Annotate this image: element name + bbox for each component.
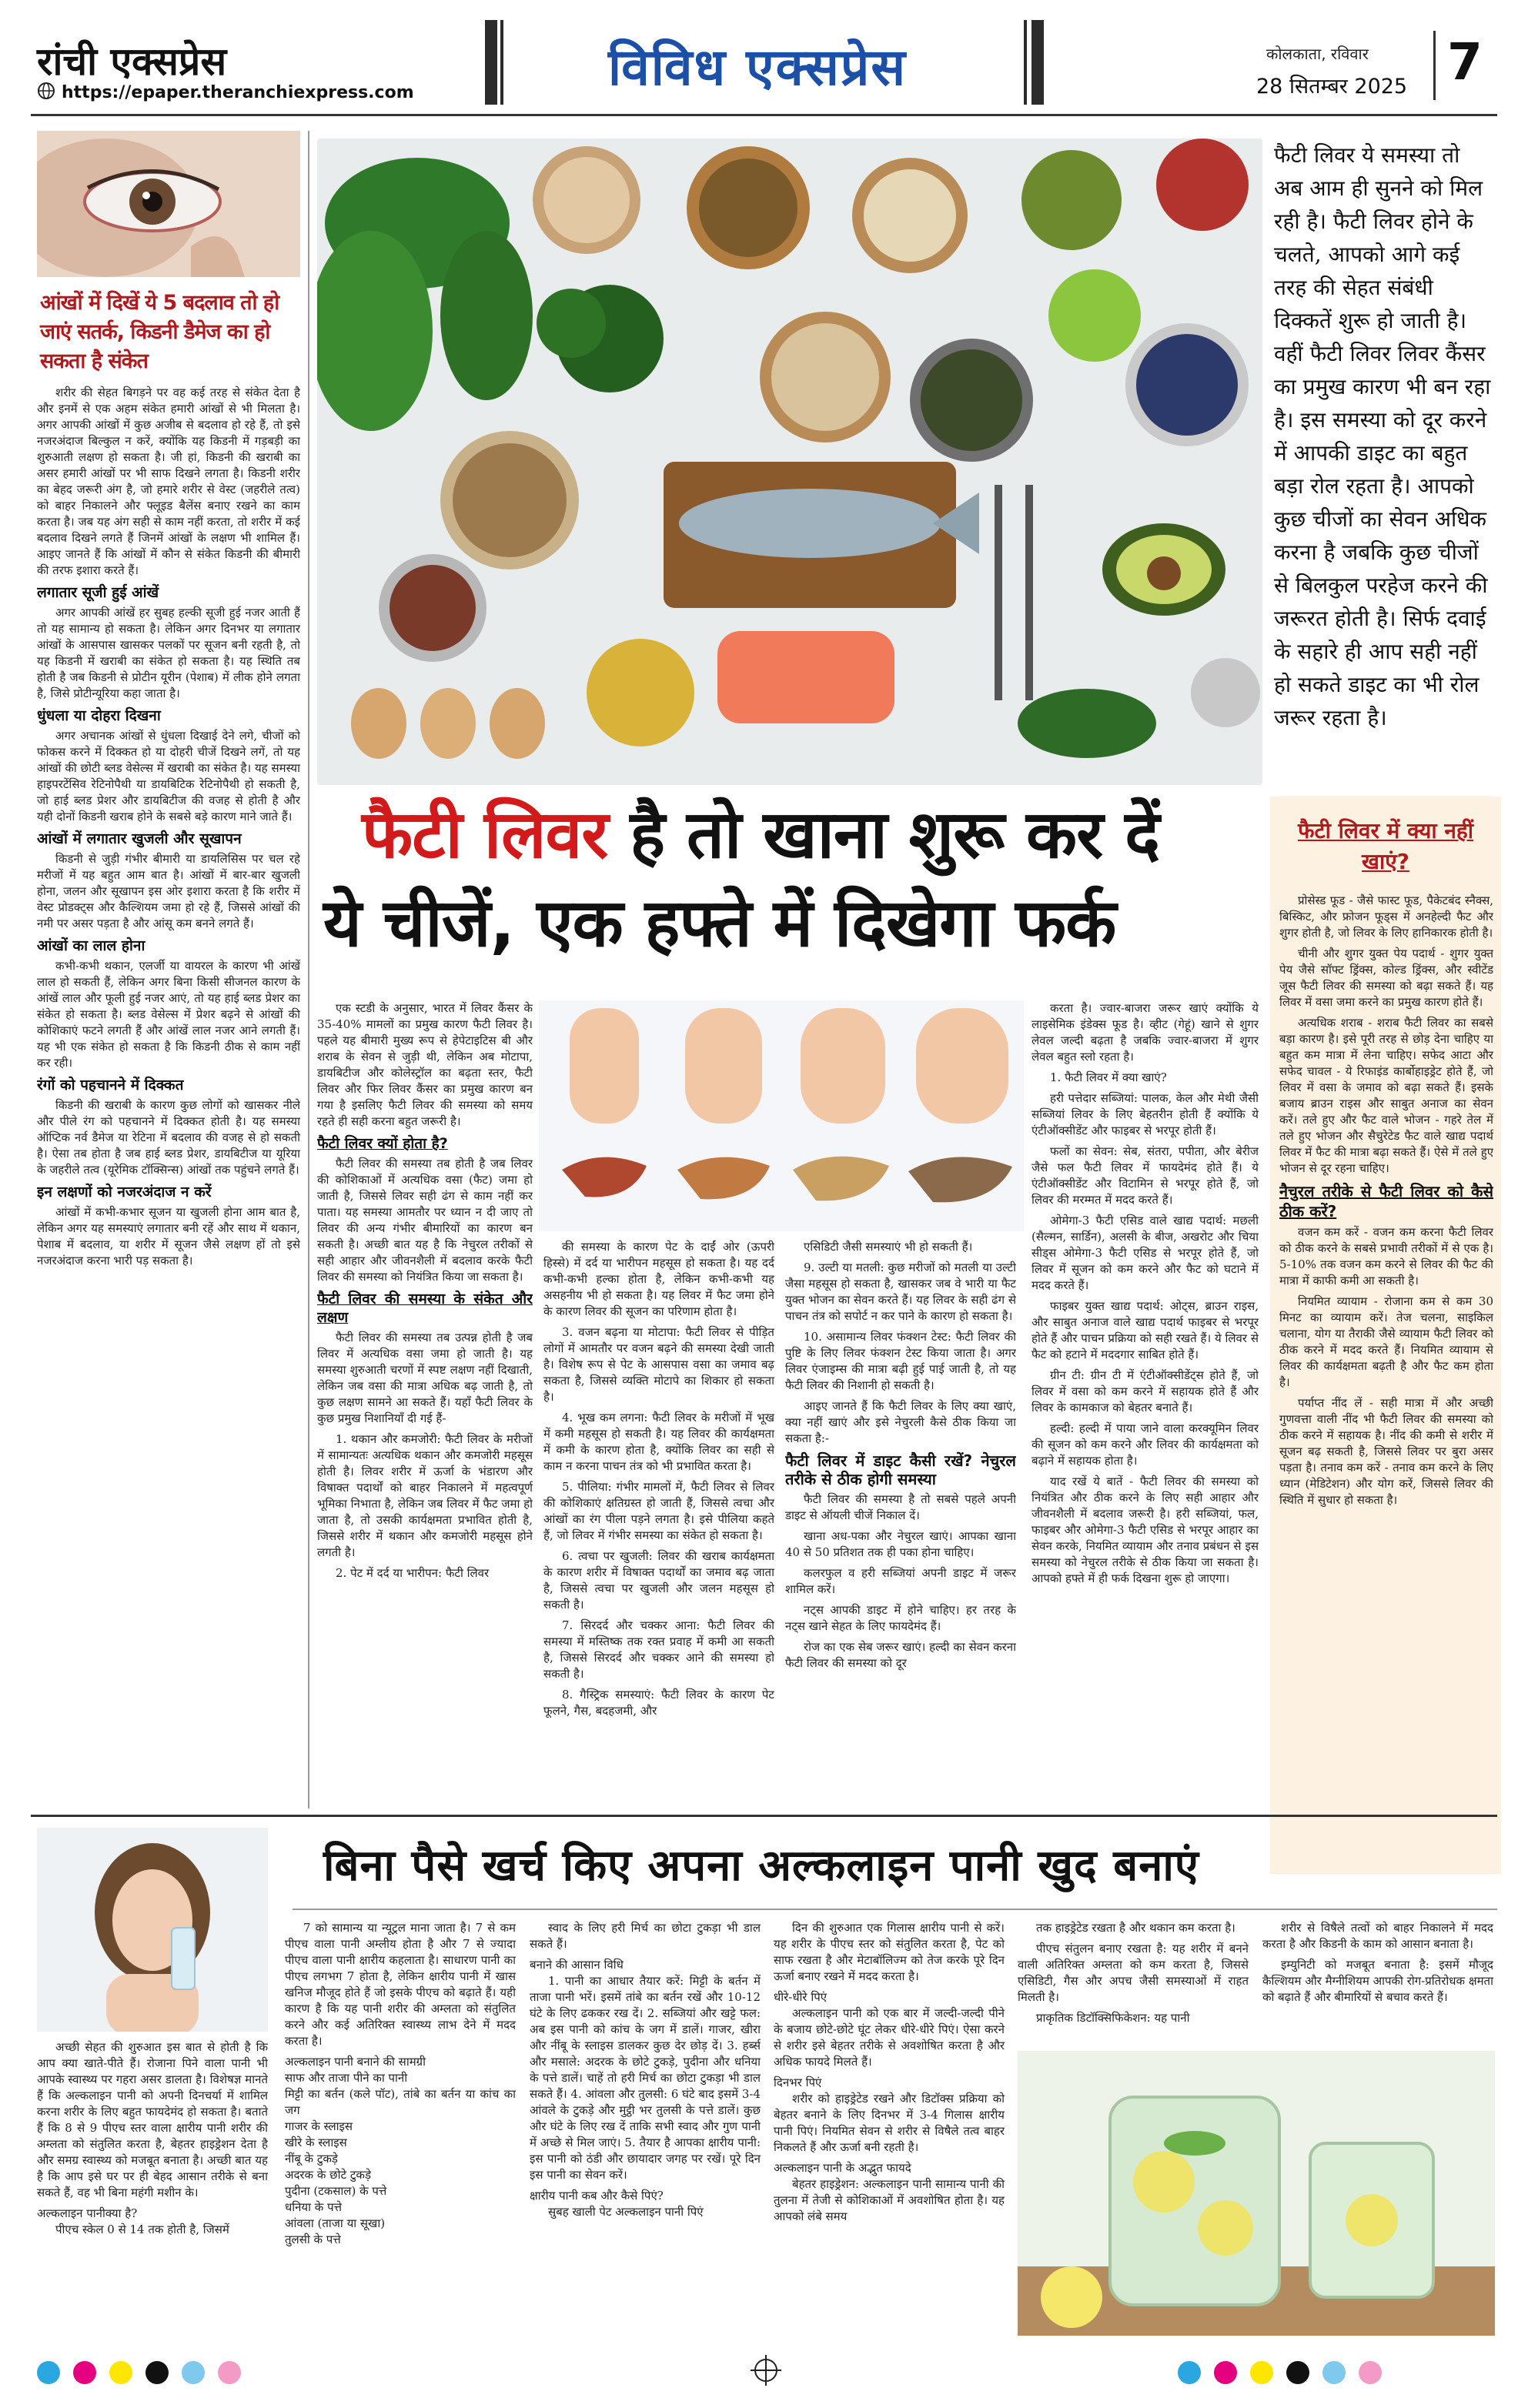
- healthy-food-photo: [317, 139, 1262, 785]
- main-col-2: [543, 1239, 774, 1805]
- main-c1-h2: फैटी लिवर की समस्या के संकेत और लक्षण: [317, 1291, 533, 1326]
- main-c2-p6: 7. सिरदर्द और चक्कर आना: फैटी लिवर की समस्या में मस्तिष्क तक रक्त प्रवाह में कमी आ सकती है, जिससे सिरदर्द और चक्कर आने की समस्या हो सकती है।: [543, 1618, 774, 1681]
- registration-mark-icon: [751, 2355, 781, 2386]
- main-c2-p3: 4. भूख कम लगना: फैटी लिवर के मरीजों में भूख में कमी महसूस हो सकती है। यह लिवर की कार्यक्षमता में कमी के कारण होता है, क्योंकि लिवर का सही से काम न करना पाचन तंत्र को भी प्रभावित करता है।: [543, 1411, 774, 1473]
- main-c2-p7: 8. गैस्ट्रिक समस्याएं: फैटी लिवर के कारण पेट फूलने, गैस, बदहजमी, और: [543, 1688, 774, 1718]
- main-c3-h1: फैटी लिवर में डाइट कैसी रखें? नेचुरल तरीके से ठीक होगी समस्या: [785, 1451, 1016, 1488]
- left-s5-title: रंगों को पहचानने में दिक्कत: [37, 1077, 184, 1094]
- ingredient-item: गाजर के स्लाइस: [285, 2119, 353, 2133]
- ingredient-item: धनिया के पत्ते: [285, 2200, 342, 2214]
- bottom-col-3: [774, 1920, 1005, 2336]
- globe-icon: [37, 82, 55, 100]
- sidebar-p3: अत्यधिक शराब - शराब फैटी लिवर का सबसे बड़ा कारण है। इसे पूरी तरह से छोड़ देना चाहिए या बहुत कम मात्रा में लेना चाहिए। सफेद आटा और सफेद चावल - ये रिफाइंड कार्बोहाइड्रेट होते हैं, जो लिवर में वसा के जमाव को बढ़ा सकते हैं। इसके बजाय ब्राउन राइस और साबुत अनाज का सेवन करें। तले हुए और फैट वाले भोजन - गहरे तेल में तले हुए भोजन और सैचुरेटेड फैट वाले खाद्य पदार्थ लिवर में फैट की मात्रा बढ़ा सकते हैं। ऐसे में तले हुए भोजन से दूर रहना चाहिए।: [1279, 1016, 1493, 1175]
- bottom-c4-text: तक हाइड्रेटेड रखता है और थकान कम करता है।: [1036, 1921, 1235, 1935]
- masthead-rule: [31, 114, 1497, 116]
- color-dot: [1250, 2361, 1273, 2384]
- ingredient-item: तुलसी के पत्ते: [285, 2233, 341, 2246]
- bottom-col-5: [1262, 1920, 1493, 2043]
- main-c2-p2: 3. वजन बढ़ना या मोटापा: फैटी लिवर से पीड़ित लोगों में आमतौर पर वजन बढ़ने की समस्या देखी जाती है। विशेष रूप से पेट के आसपास वसा का जमाव बढ़ सकता है, जिससे व्यक्ति मोटापे का शिकार हो सकता है।: [543, 1325, 774, 1404]
- ingredient-item: पुदीना (टकसाल) के पत्ते: [285, 2184, 387, 2198]
- main-c1-p5: 2. पेट में दर्द या भारीपन: फैटी लिवर: [336, 1566, 490, 1580]
- bottom-col-1: [285, 1920, 516, 2336]
- left-article-body: [37, 385, 300, 1805]
- bottom-c4-p3: प्राकृतिक डिटॉक्सिफिकेशन: यह पानी: [1036, 2011, 1190, 2025]
- main-col-3: [785, 1239, 1016, 1805]
- bottom-c2-text: स्वाद के लिए हरी मिर्च का छोटा टुकड़ा भी डाल सकते हैं।: [530, 1921, 761, 1951]
- section-title: विविध एक्सप्रेस: [608, 38, 908, 97]
- sidebar-h2: नैचुरल तरीके से फैटी लिवर को कैसे ठीक करें?: [1279, 1182, 1493, 1221]
- left-s1-text: अगर आपकी आंखें हर सुबह हल्की सूजी हुई नजर आती हैं तो यह सामान्य हो सकता है। लेकिन अगर दिनभर या लगातार आंखों के आसपास खासकर पलकों पर सूजन बनी रहती है, तो यह किडनी में खराबी का संकेत हो सकता है। यह स्थिति तब होती है जब किडनी से प्रोटीन यूरीन (पेशाब) में लीक होने लगता है, जिसे प्रोटीन्यूरिया कहा जाता है।: [37, 606, 300, 700]
- left-column-divider: [308, 131, 309, 1809]
- left-s5-text: किडनी की खराबी के कारण कुछ लोगों को खासकर नीले और पीले रंग को पहचानने में दिक्कत होती है। यह समस्या ऑप्टिक नर्व डैमेज या रेटिना में बदलाव की वजह से हो सकती है। ऐसा तब होता है जब हाई ब्लड प्रेशर, डायबिटीज या यूरिया के जहरीले तत्व (यूरेमिक टॉक्सिन्स) आंखों तक पहुंचने लगते हैं।: [37, 1098, 300, 1177]
- main-c3-p3: 10. असामान्य लिवर फंक्शन टेस्ट: फैटी लिवर की पुष्टि के लिए लिवर फंक्शन टेस्ट किया जाता है। अगर लिवर एंजाइम्स की मात्रा बढ़ी हुई पाई जाती है, तो यह फैटी लिवर की निशानी हो सकती है।: [785, 1330, 1016, 1392]
- section-bracket-left-line: [500, 20, 503, 105]
- main-headline-line2: ये चीजें, एक हफ्ते में दिखेगा फर्क: [323, 885, 1116, 962]
- main-c3-p2: 9. उल्टी या मतली: कुछ मरीजों को मतली या उल्टी जैसा महसूस हो सकता है, खासकर जब वे भारी या फैट युक्त भोजन का सेवन करते हैं। यह लिवर के सही ढंग से पाचन तंत्र को सपोर्ट न कर पाने के कारण हो सकता है।: [785, 1261, 1016, 1323]
- main-c2-p1: की समस्या के कारण पेट के दाईं ओर (ऊपरी हिस्से) में दर्द या भारीपन महसूस हो सकता है। यह दर्द कभी-कभी हल्का होता है, लेकिन कभी-कभी यह असहनीय भी हो सकता है। यह लिवर में फैट जमा होने के कारण लिवर की सूजन का परिणाम होता है।: [543, 1240, 774, 1318]
- color-dot: [109, 2361, 132, 2384]
- main-c4-p7: ग्रीन टी: ग्रीन टी में एंटीऑक्सीडेंट्स होते हैं, जो लिवर में वसा को कम करने में सहायक होते हैं और लिवर के कामकाज को बेहतर बनाते हैं।: [1031, 1368, 1259, 1414]
- bottom-headline: बिना पैसे खर्च किए अपना अल्कलाइन पानी खुद बनाएं: [323, 1841, 1199, 1891]
- main-headline-red: फैटी लिवर: [362, 797, 608, 873]
- main-c3-p4: आइए जानते हैं कि फैटी लिवर के लिए क्या खाएं, क्या नहीं खाएं और इसे नेचुरली कैसे ठीक किया जा सकता है:-: [785, 1399, 1016, 1445]
- bottom-c3-h2: दिनभर पिएं: [774, 2076, 822, 2089]
- bottom-c3-p2: अल्कलाइन पानी को एक बार में जल्दी-जल्दी पीने के बजाय छोटे-छोटे घूंट लेकर धीरे-धीरे पिएं। ऐसा करने से शरीर इसे बेहतर तरीके से अवशोषित करता है और अधिक फायदे मिलते हैं।: [774, 2006, 1005, 2069]
- bottom-c3-text: दिन की शुरुआत एक गिलास क्षारीय पानी से करें। यह शरीर के पीएच स्तर को संतुलित करता है, पेट को साफ रखता है और मेटाबॉलिज्म को तेज करके पूरे दिन ऊर्जा बनाए रखने में मदद करता है।: [774, 1921, 1005, 1983]
- main-c3-p9: रोज का एक सेब जरूर खाएं। हल्दी का सेवन करना फैटी लिवर की समस्या को दूर: [785, 1640, 1016, 1670]
- main-c4-p3: हरी पत्तेदार सब्जियां: पालक, केल और मेथी जैसी सब्जियां लिवर के लिए बेहतरीन होती हैं क्योंकि ये एंटीऑक्सीडेंट और फाइबर से भरपूर होती हैं।: [1031, 1091, 1259, 1137]
- color-dot: [1214, 2361, 1237, 2384]
- color-dot: [73, 2361, 96, 2384]
- ingredient-item: आंवला (ताजा या सूखा): [285, 2216, 386, 2230]
- bottom-c3-h1: धीरे-धीरे पिएं: [774, 1990, 828, 2004]
- sidebar-p1: प्रोसेस्ड फूड - जैसे फास्ट फूड, पैकेटबंद स्नैक्स, बिस्किट, और फ्रोजन फूड्स में अनहेल्दी फैट और शुगर होती है, जो लिवर के लिए हानिकारक होती है।: [1279, 893, 1493, 940]
- eye-photo: [37, 131, 300, 277]
- left-s2-text: अगर अचानक आंखों से धुंधला दिखाई देने लगे, चीजों को फोकस करने में दिक्कत हो या दोहरी चीजें दिखने लगें, तो यह आंखों की छोटी ब्लड वेसेल्स में खराबी का संकेत है। यह समस्या हाइपरटेंसिव रेटिनोपैथी या डायबिटिक रेटिनोपैथी हो सकती है, जो हाई ब्लड प्रेशर और डायबिटीज की वजह से होती है और यही दोनों किडनी खराब होने के सबसे बड़े कारण माने जाते हैं।: [37, 729, 300, 823]
- main-col-1: [317, 1000, 533, 1805]
- section-bracket-right: [1031, 20, 1044, 105]
- bottom-c5-text: शरीर से विषैले तत्वों को बाहर निकालने में मदद करता है और किडनी के काम को आसान बनाता है।: [1262, 1921, 1493, 1951]
- main-c1-p4: 1. थकान और कमजोरी: फैटी लिवर के मरीजों में सामान्यतः अत्यधिक थकान और कमजोरी महसूस होती है। लिवर शरीर में ऊर्जा के भंडारण और विषाक्त पदार्थों को बाहर निकालने में महत्वपूर्ण भूमिका निभाता है, लेकिन जब लिवर में फैट जमा हो जाता है, तो उसकी कार्यक्षमता प्रभावित होती है, जिससे शरीर में थकान और कमजोरी महसूस होने लगती है।: [317, 1432, 533, 1559]
- main-headline-rest: है तो खाना शुरू कर दें: [630, 797, 1159, 873]
- section-bracket-left: [485, 20, 497, 105]
- main-c3-p8: नट्स आपकी डाइट में होने चाहिए। हर तरह के नट्स खाने सेहत के लिए फायदेमंद हैं।: [785, 1603, 1016, 1633]
- main-c4-p4: फलों का सेवन: सेब, संतरा, पपीता, और बेरीज जैसे फल फैटी लिवर में फायदेमंद होते हैं। ये एंटीऑक्सीडेंट और विटामिन से भरपूर होते हैं, जो लिवर की मरम्मत में मदद करते हैं।: [1031, 1144, 1259, 1207]
- bottom-c4-p2: पीएच संतुलन बनाए रखता है: यह शरीर में बनने वाली अतिरिक्त अम्लता को कम करता है, जिससे एसिडिटी, गैस और अपच जैसी समस्याओं में राहत मिलती है।: [1018, 1942, 1249, 2004]
- left-s3-title: आंखों में लगातार खुजली और सूखापन: [37, 830, 242, 847]
- ingredient-item: खीरे के स्लाइस: [285, 2136, 347, 2149]
- main-c1-p3: फैटी लिवर की समस्या तब उत्पन्न होती है जब लिवर में अत्यधिक वसा जमा हो जाती है। यह समस्या शुरुआती चरणों में स्पष्ट लक्षण नहीं दिखाती, लेकिन जब वसा की मात्रा अधिक बढ़ जाती है, तो कुछ लक्षण सामने आ सकते हैं। यहाँ फैटी लिवर के कुछ प्रमुख निशानियाँ दी गई हैं-: [317, 1331, 533, 1425]
- sidebar-title: फैटी लिवर में क्या नहीं खाएं?: [1297, 818, 1474, 874]
- liver-stages-illustration: [539, 1000, 1024, 1231]
- bottom-c0-question: अल्कलाइन पानीक्या है?: [37, 2206, 138, 2220]
- brand-name[interactable]: रांची एक्सप्रेस: [37, 39, 227, 84]
- main-c4-p9: याद रखें ये बातें - फैटी लिवर की समस्या को नियंत्रित और ठीक करने के लिए सही आहार और जीवनशैली में बदलाव जरूरी है। हरी सब्जियां, फल, फाइबर और ओमेगा-3 फैटी एसिड से भरपूर आहार का सेवन करके, नियमित व्यायाम और तनाव प्रबंधन से इस समस्या को नेचुरल तरीके से ठीक किया जा सकता है। आपको हफ्ते में ही फर्क दिखना शुरू हो जाएगा।: [1031, 1475, 1259, 1585]
- main-c4-p8: हल्दी: हल्दी में पाया जाने वाला करक्यूमिन लिवर की सूजन को कम करने और लिवर की कार्यक्षमता को बढ़ाने में सहायक होता है।: [1031, 1421, 1259, 1468]
- sidebar-p5: नियमित व्यायाम - रोजाना कम से कम 30 मिनट का व्यायाम करें। तेज चलना, साइकिल चलाना, योग या तैराकी जैसे व्यायाम फैटी लिवर को ठीक करने में मदद करते हैं। नियमित व्यायाम से लिवर की कार्यक्षमता बढ़ती है और फैट कम होता है।: [1279, 1294, 1493, 1389]
- main-c3-p1: एसिडिटी जैसी समस्याएं भी हो सकती हैं।: [804, 1240, 973, 1254]
- main-c2-p5: 6. त्वचा पर खुजली: लिवर की खराब कार्यक्षमता के कारण शरीर में विषाक्त पदार्थों का जमाव बढ़ जाता है, जिससे त्वचा पर खुजली और जलन महसूस हो सकती है।: [543, 1549, 774, 1611]
- color-dot: [1178, 2361, 1201, 2384]
- left-s6-title: इन लक्षणों को नजरअंदाज न करें: [37, 1184, 212, 1201]
- sidebar-p4: वजन कम करें - वजन कम करना फैटी लिवर को ठीक करने के सबसे प्रभावी तरीकों में से एक है। 5-10% तक वजन कम करने से लिवर की फैट की मात्रा में काफी कमी आ सकती है।: [1279, 1225, 1493, 1287]
- color-dot: [145, 2361, 169, 2384]
- bottom-c2-steps: 1. पानी का आधार तैयार करें: मिट्टी के बर्तन में ताजा पानी भरें। इसमें तांबे का बर्तन रखें और 10-12 घंटे के लिए ढककर रख दें। 2. सब्जियां और खट्टे फल: अब इस पानी को कांच के जग में डालें। गाजर, खीरा और नींबू के स्लाइस डालकर कुछ देर छोड़ दें। 3. हर्ब्स और मसाले: अदरक के छोटे टुकड़े, पुदीना और धनिया के पत्ते डालें। चाहें तो हरी मिर्च का छोटा टुकड़ा भी डाल सकते हैं। 4. आंवला और तुलसी: 6 घंटे बाद इसमें 3-4 आंवले के टुकड़े और मुट्ठी भर तुलसी के पत्ते डालें। कुछ और घंटे के लिए रख दें ताकि सभी स्वाद और गुण पानी में अच्छे से मिल जाएं। 5. तैयार है आपका क्षारीय पानी: इस पानी को ठंडी और छायादार जगह पर रखें। पूरे दिन इस पानी का सेवन करें।: [530, 1974, 761, 2182]
- left-article-intro: शरीर की सेहत बिगड़ने पर वह कई तरह से संकेत देता है और इनमें से एक अहम संकेत हमारी आंखों से भी मिलता है। अगर आपकी आंखों में कुछ अजीब से बदलाव हो रहे हैं, तो इसे नजरअंदाज बिल्कुल न करें, क्योंकि यह किडनी में गड़बड़ी का शुरुआती लक्षण हो सकता है। जी हां, किडनी की खराबी का असर हमारी आंखों पर भी साफ दिखने लगता है। किडनी शरीर का बेहद जरूरी अंग है, जो हमारे शरीर से वेस्ट (जहरीले तत्व) को बाहर निकालने और फ्लूइड बैलेंस बनाए रखने का काम करता है। जब यह अंग सही से काम नहीं करता, तो शरीर में कई बदलाव दिखने लगते हैं जिनमें आंखों के लक्षण भी शामिल हैं। आइए जानते हैं कि आंखों में कौन से संकेत किडनी की बीमारी की तरफ इशारा करते हैं।: [37, 386, 300, 577]
- footer-color-dots-right: [1178, 2361, 1391, 2387]
- bottom-col-2: [530, 1920, 761, 2336]
- color-dot: [182, 2361, 205, 2384]
- page-number-divider: [1433, 31, 1436, 100]
- main-c3-p5: फैटी लिवर की समस्या है तो सबसे पहले अपनी डाइट से ऑयली चीजें निकाल दें।: [785, 1492, 1016, 1522]
- sidebar-body: [1279, 893, 1493, 1870]
- sidebar-p2: चीनी और शुगर युक्त पेय पदार्थ - शुगर युक्त पेय जैसे सॉफ्ट ड्रिंक्स, कोल्ड ड्रिंक्स, और स्वीटेंड जूस फैटी लिवर की समस्या को बढ़ा सकते हैं। यह लिवर में वसा जमा करने का प्रमुख कारण होते हैं।: [1279, 947, 1493, 1009]
- main-c4-p1: करता है। ज्वार-बाजरा जरूर खाएं क्योंकि ये लाइसेमिक इंडेक्स फूड है। व्हीट (गेहूं) खाने से शुगर लेवल जल्दी बढ़ता है जबकि ज्वार-बाजरा में शुगर लेवल बहुत स्लो रहता है।: [1031, 1001, 1259, 1064]
- color-dot: [1359, 2361, 1382, 2384]
- ingredient-item: नींबू के टुकड़े: [285, 2152, 338, 2166]
- bottom-col-0: [37, 2039, 268, 2336]
- main-c4-p5: ओमेगा-3 फैटी एसिड वाले खाद्य पदार्थ: मछली (सैल्मन, सार्डिन), अलसी के बीज, अखरोट और चिया सीड्स ओमेगा-3 फैटी एसिड से भरपूर होते हैं, जो लिवर में सूजन को कम करने और फैट को घटाने में मदद करते हैं।: [1031, 1214, 1259, 1292]
- main-col-4: [1031, 1000, 1259, 1805]
- main-c1-p1: एक स्टडी के अनुसार, भारत में लिवर कैंसर के 35-40% मामलों का प्रमुख कारण फैटी लिवर है। पहले यह बीमारी मुख्य रूप से हेपेटाइटिस बी और शराब के सेवन से जुड़ी थी, लेकिन अब मोटापा, डायबिटीज और कोलेस्ट्रॉल का बढ़ता स्तर, फैटी लिवर और फिर लिवर कैंसर का प्रमुख कारण बन गया है इसलिए फैटी लिवर की समस्या को समय रहते ही सही करना बहुत जरूरी है।: [317, 1001, 533, 1128]
- bottom-c3-p4: बेहतर हाइड्रेशन: अल्कलाइन पानी सामान्य पानी की तुलना में तेजी से कोशिकाओं में अवशोषित होता है। यह आपको लंबे समय: [774, 2177, 1005, 2223]
- color-dot: [1286, 2361, 1309, 2384]
- bottom-c5-p2: इम्युनिटी को मजबूत बनाता है: इसमें मौजूद कैल्शियम और मैग्नीशियम आपकी रोग-प्रतिरोधक क्षमता को बढ़ाते हैं और बीमारियों से बचाव करते हैं।: [1262, 1958, 1493, 2004]
- left-s4-title: आंखों का लाल होना: [37, 937, 145, 954]
- left-article-headline: आंखों में दिखें ये 5 बदलाव तो हो जाएं सतर्क, किडनी डैमेज का हो सकता है संकेत: [40, 291, 279, 373]
- bottom-c1-list-title: अल्कलाइन पानी बनाने की सामग्री: [285, 2055, 426, 2069]
- bottom-c2-end: सुबह खाली पेट अल्कलाइन पानी पिएं: [548, 2205, 704, 2219]
- main-c2-p4: 5. पीलिया: गंभीर मामलों में, फैटी लिवर से लिवर की कोशिकाएं क्षतिग्रस्त हो जाती हैं, जिससे त्वचा और आंखों का रंग पीला पड़ने लगता है। इसे पीलिया कहते हैं, जो लिवर में गंभीर समस्या का संकेत हो सकता है।: [543, 1480, 774, 1542]
- bottom-c1-text: 7 को सामान्य या न्यूट्रल माना जाता है। 7 से कम पीएच वाला पानी अम्लीय होता है और 7 से ज्यादा पीएच वाला पानी क्षारीय कहलाता है। साधारण पानी का पीएच लगभग 7 होता है, लेकिन क्षारीय पानी में खास खनिज मौजूद होते हैं जो इसके पीएच को बढ़ाते हैं। यही कारण है कि यह पानी शरीर की अम्लता को संतुलित करने और कई अतिरिक्त स्वास्थ्य लाभ देने में मदद करता है।: [285, 1921, 516, 2048]
- ingredient-item: अदरक के छोटे टुकड़े: [285, 2168, 371, 2182]
- bottom-c2-method: बनाने की आसान विधि: [530, 1958, 624, 1972]
- bottom-headline-rule: [293, 1909, 1497, 1910]
- bottom-c0-text: अच्छी सेहत की शुरुआत इस बात से होती है कि आप क्या खाते-पीते हैं। रोजाना पिने वाला पानी भी आपके स्वास्थ्य पर गहरा असर डालता है। विशेषज्ञ मानते हैं कि अल्कलाइन पानी को अपनी दिनचर्या में शामिल करना शरीर के लिए बहुत फायदेमंद हो सकता है। बताते हैं कि 8 से 9 पीएच स्तर वाला क्षारीय पानी शरीर की अम्लता को संतुलित करता है, बेहतर हाइड्रेशन देता है और समग्र स्वास्थ्य को मजबूत बनाता है। अच्छी बात यह है कि आप इसे घर पर ही बेहद आसान तरीके से बना सकते हैं, वह भी बिना महंगी मशीन के।: [37, 2040, 268, 2199]
- color-dot: [1322, 2361, 1346, 2384]
- main-c4-p6: फाइबर युक्त खाद्य पदार्थ: ओट्स, ब्राउन राइस, और साबुत अनाज वाले खाद्य पदार्थ फाइबर से भरपूर होते हैं और पाचन प्रक्रिया को सही रखते हैं। ये लिवर से फैट को हटाने में मददगार साबित होते हैं।: [1031, 1299, 1259, 1361]
- bottom-c0-end: पीएच स्केल 0 से 14 तक होती है, जिसमें: [55, 2223, 229, 2236]
- woman-drinking-photo: [37, 1828, 268, 2032]
- bottom-c2-question: क्षारीय पानी कब और कैसे पिएं?: [530, 2189, 664, 2203]
- main-headline-line1: [362, 797, 1247, 873]
- ingredient-item: साफ और ताजा पीने का पानी: [285, 2071, 408, 2085]
- left-s1-title: लगातार सूजी हुई आंखें: [37, 584, 159, 601]
- color-dot: [37, 2361, 60, 2384]
- bottom-col-4: [1018, 1920, 1249, 2043]
- bottom-c3-p3: शरीर को हाइड्रेटेड रखने और डिटॉक्स प्रक्रिया को बेहतर बनाने के लिए दिनभर में 3-4 गिलास क्षारीय पानी पिएं। नियमित सेवन से शरीर से विषैले तत्व बाहर निकलते हैं और ऊर्जा बनी रहती है।: [774, 2092, 1005, 2154]
- left-s4-text: कभी-कभी थकान, एलर्जी या वायरल के कारण भी आंखें लाल हो सकती हैं, लेकिन अगर बिना किसी सीजनल कारण के आंखें लाल और फूली हुई नजर आएं, तो यह हाई ब्लड प्रेशर का संकेत हो सकता है। ब्लड वेसेल्स में प्रेशर बढ़ने से आंखों की कोशिकाएं फटने लगती हैं और आंखें लाल नजर आने लगती हैं। यह भी एक संकेत हो सकता है कि किडनी ठीक से काम नहीं कर रही।: [37, 959, 300, 1070]
- main-c1-p2: फैटी लिवर की समस्या तब होती है जब लिवर की कोशिकाओं में अत्यधिक वसा (फैट) जमा हो जाती है, जिससे लिवर सही ढंग से काम नहीं कर पाता। यह समस्या आमतौर पर ध्यान न दी जाए तो लिवर की अन्य गंभीर बीमारियों का कारण बन सकती है। अच्छी बात यह है कि नेचुरल तरीकों से सही आहार और जीवनशैली में बदलाव करके फैटी लिवर की समस्या को नियंत्रित किया जा सकता है।: [317, 1157, 533, 1284]
- main-c3-p6: खाना अध-पका और नेचुरल खाएं। आपका खाना 40 से 50 प्रतिशत तक ही पका होना चाहिए।: [785, 1529, 1016, 1559]
- right-top-intro: फैटी लिवर ये समस्या तो अब आम ही सुनने को मिल रही है। फैटी लिवर होने के चलते, आपको आगे कई तरह की सेहत संबंधी दिक्कतें शुरू हो जाती है। वहीं फैटी लिवर लिवर कैंसर का प्रमुख कारण भी बन रहा है। इस समस्या को दूर करने में आपकी डाइट का बहुत बड़ा रोल रहता है। आपको कुछ चीजों का सेवन अधिक करना है जबकि कुछ चीजों से बिलकुल परहेज करने की जरूरत होती है। सिर्फ दवाई के सहारे ही आप सही नहीं हो सकते डाइट का भी रोल जरूर रहता है।: [1274, 142, 1491, 730]
- epaper-link[interactable]: https://epaper.theranchiexpress.com: [62, 83, 414, 102]
- footer-color-dots-left: [37, 2361, 250, 2387]
- main-c3-p7: कलरफुल व हरी सब्जियां अपनी डाइट में जरूर शामिल करें।: [785, 1566, 1016, 1596]
- left-s3-text: किडनी से जुड़ी गंभीर बीमारी या डायलिसिस पर चल रहे मरीजों में यह बहुत आम बात है। आंखों में बार-बार खुजली होना, जलन और सूखापन इस ओर इशारा करता है कि शरीर में वेस्ट प्रोडक्ट्स और कैल्शियम जमा हो रहे हैं, जिससे आंखों की नमी पर असर पड़ता है और आंसू कम बनने लगते हैं।: [37, 852, 300, 930]
- ingredient-list: [285, 2070, 516, 2248]
- left-s2-title: धुंधला या दोहरा दिखना: [37, 707, 161, 724]
- masthead: [0, 0, 1528, 127]
- bottom-c3-h3: अल्कलाइन पानी के अद्भुत फायदे: [774, 2161, 911, 2175]
- dateline-date: 28 सितम्बर 2025: [1256, 75, 1408, 99]
- dateline-city: कोलकाता, रविवार: [1266, 45, 1369, 63]
- color-dot: [218, 2361, 241, 2384]
- lemon-water-jar-photo: [1018, 2051, 1495, 2336]
- main-c1-h1: फैटी लिवर क्यों होता है?: [317, 1135, 448, 1152]
- sidebar-p6: पर्याप्त नींद लें - सही मात्रा में और अच्छी गुणवत्ता वाली नींद भी फैटी लिवर की समस्या को ठीक करने में सहायक है। नींद की कमी से शरीर में सूजन बढ़ सकती है, जिससे लिवर पर बुरा असर पड़ता है। तनाव कम करें - तनाव कम करने के लिए ध्यान (मेडिटेशन) और योग करें, जिससे लिवर की स्थिति में सुधार हो सकता है।: [1279, 1396, 1493, 1507]
- bottom-section-rule: [31, 1815, 1497, 1817]
- section-bracket-right-line: [1024, 20, 1027, 105]
- main-c4-p2: 1. फैटी लिवर में क्या खाएं?: [1050, 1070, 1167, 1084]
- left-s6-text: आंखों में कभी-कभार सूजन या खुजली होना आम बात है, लेकिन अगर यह समस्याएं लगातार बनी रहें और साथ में थकान, पेशाब में बदलाव, या शरीर में सूजन जैसे लक्षण हों तो इसे नजरअंदाज करना भारी पड़ सकता है।: [37, 1205, 300, 1267]
- page-number: 7: [1447, 32, 1483, 92]
- ingredient-item: मिट्टी का बर्तन (कले पॉट), तांबे का बर्तन या कांच का जग: [285, 2087, 516, 2117]
